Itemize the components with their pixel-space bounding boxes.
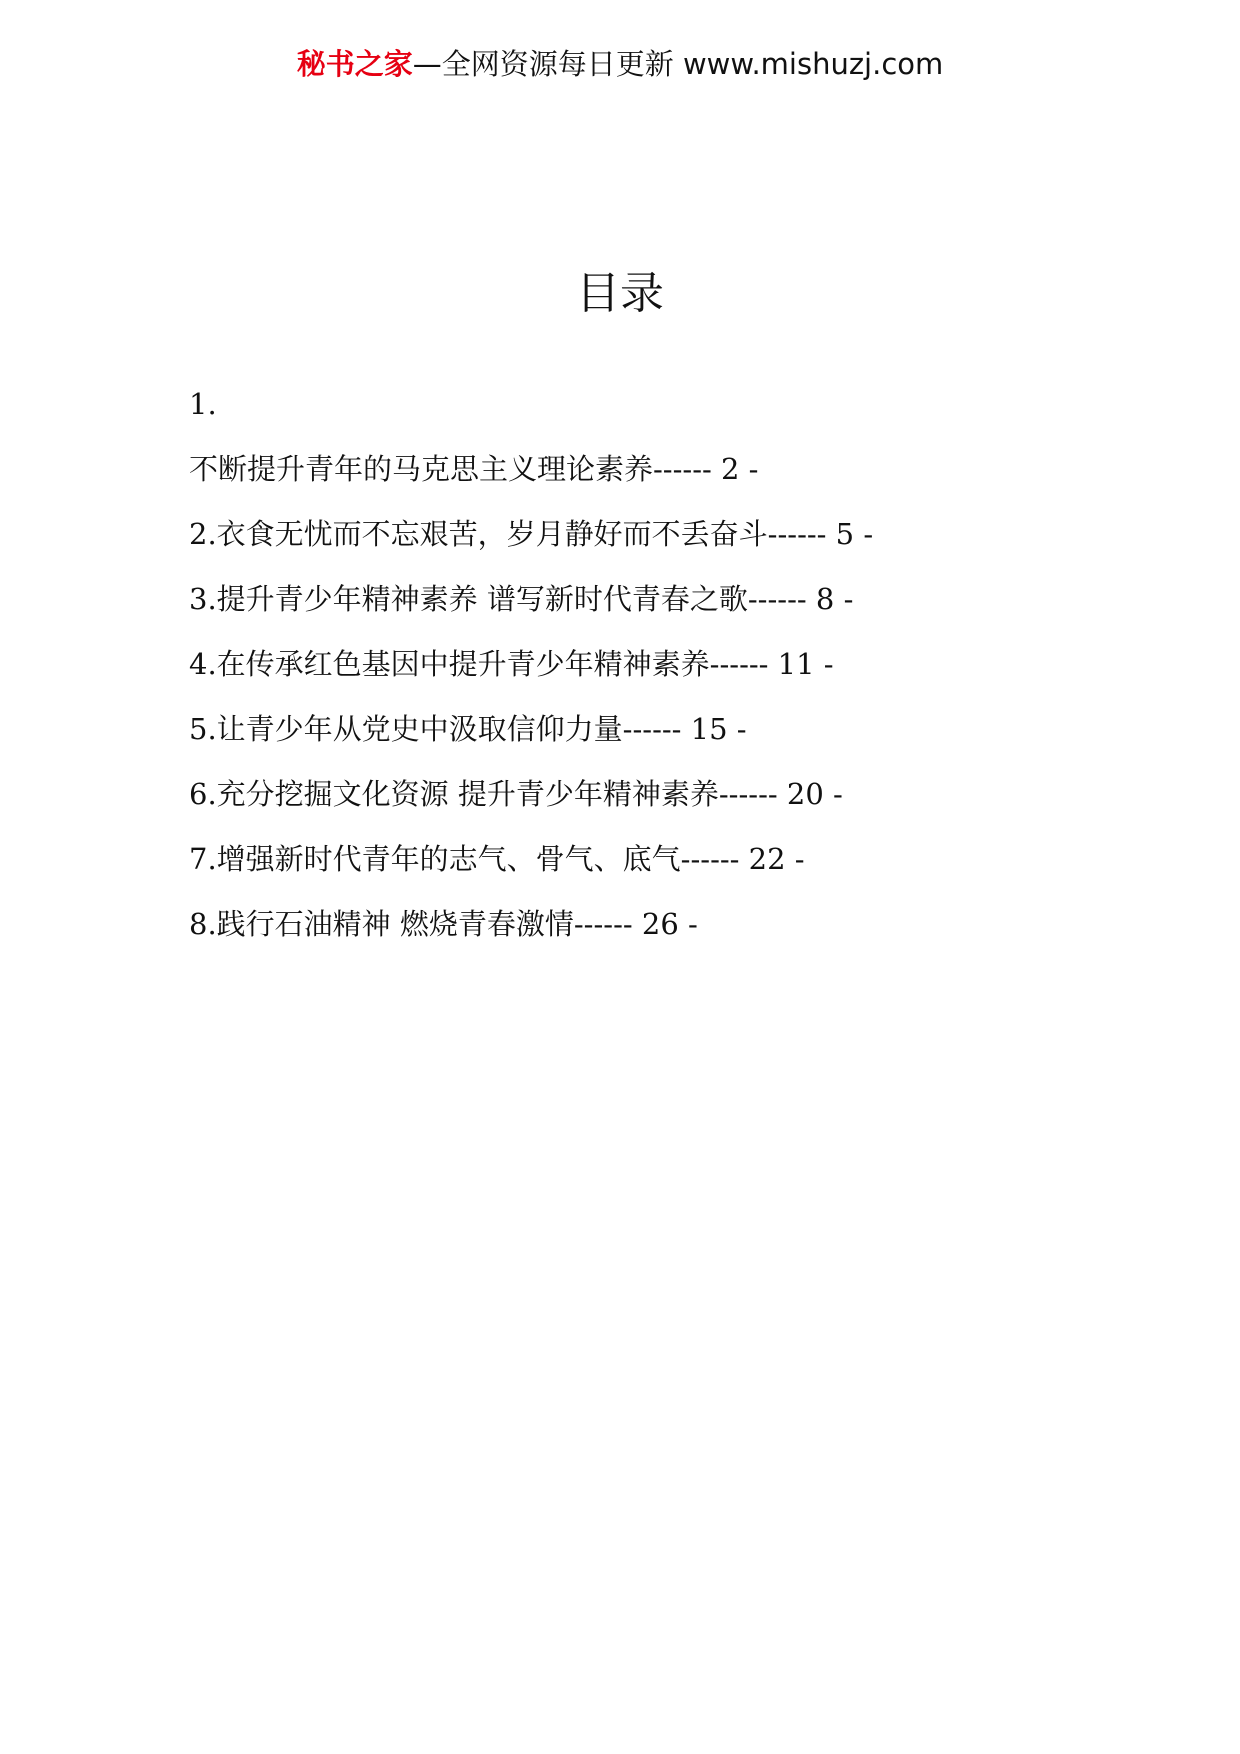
table-of-contents [189, 372, 1089, 957]
toc-entry[interactable]: 7.增强新时代青年的志气、骨气、底气------ 22 - [189, 842, 805, 876]
toc-entry[interactable]: 3.提升青少年精神素养 谱写新时代青春之歌------ 8 - [189, 582, 854, 616]
toc-entry[interactable]: 6.充分挖掘文化资源 提升青少年精神素养------ 20 - [189, 777, 843, 811]
toc-entry[interactable]: 2.衣食无忧而不忘艰苦，岁月静好而不丢奋斗------ 5 - [189, 517, 874, 551]
toc-entry[interactable]: 8.践行石油精神 燃烧青春激情------ 26 - [189, 907, 698, 941]
toc-entry[interactable]: 4.在传承红色基因中提升青少年精神素养------ 11 - [189, 647, 834, 681]
toc-entry[interactable]: 5.让青少年从党史中汲取信仰力量------ 15 - [189, 712, 747, 746]
toc-entry[interactable]: 不断提升青年的马克思主义理论素养------ 2 - [189, 452, 759, 486]
page-title: 目录 [576, 268, 664, 319]
toc-entry-number: 1. [189, 387, 217, 421]
brand-name: 秘书之家 [296, 47, 413, 81]
page-header [0, 44, 1240, 84]
header-tagline: —全网资源每日更新 www.mishuzj.com [412, 47, 944, 81]
